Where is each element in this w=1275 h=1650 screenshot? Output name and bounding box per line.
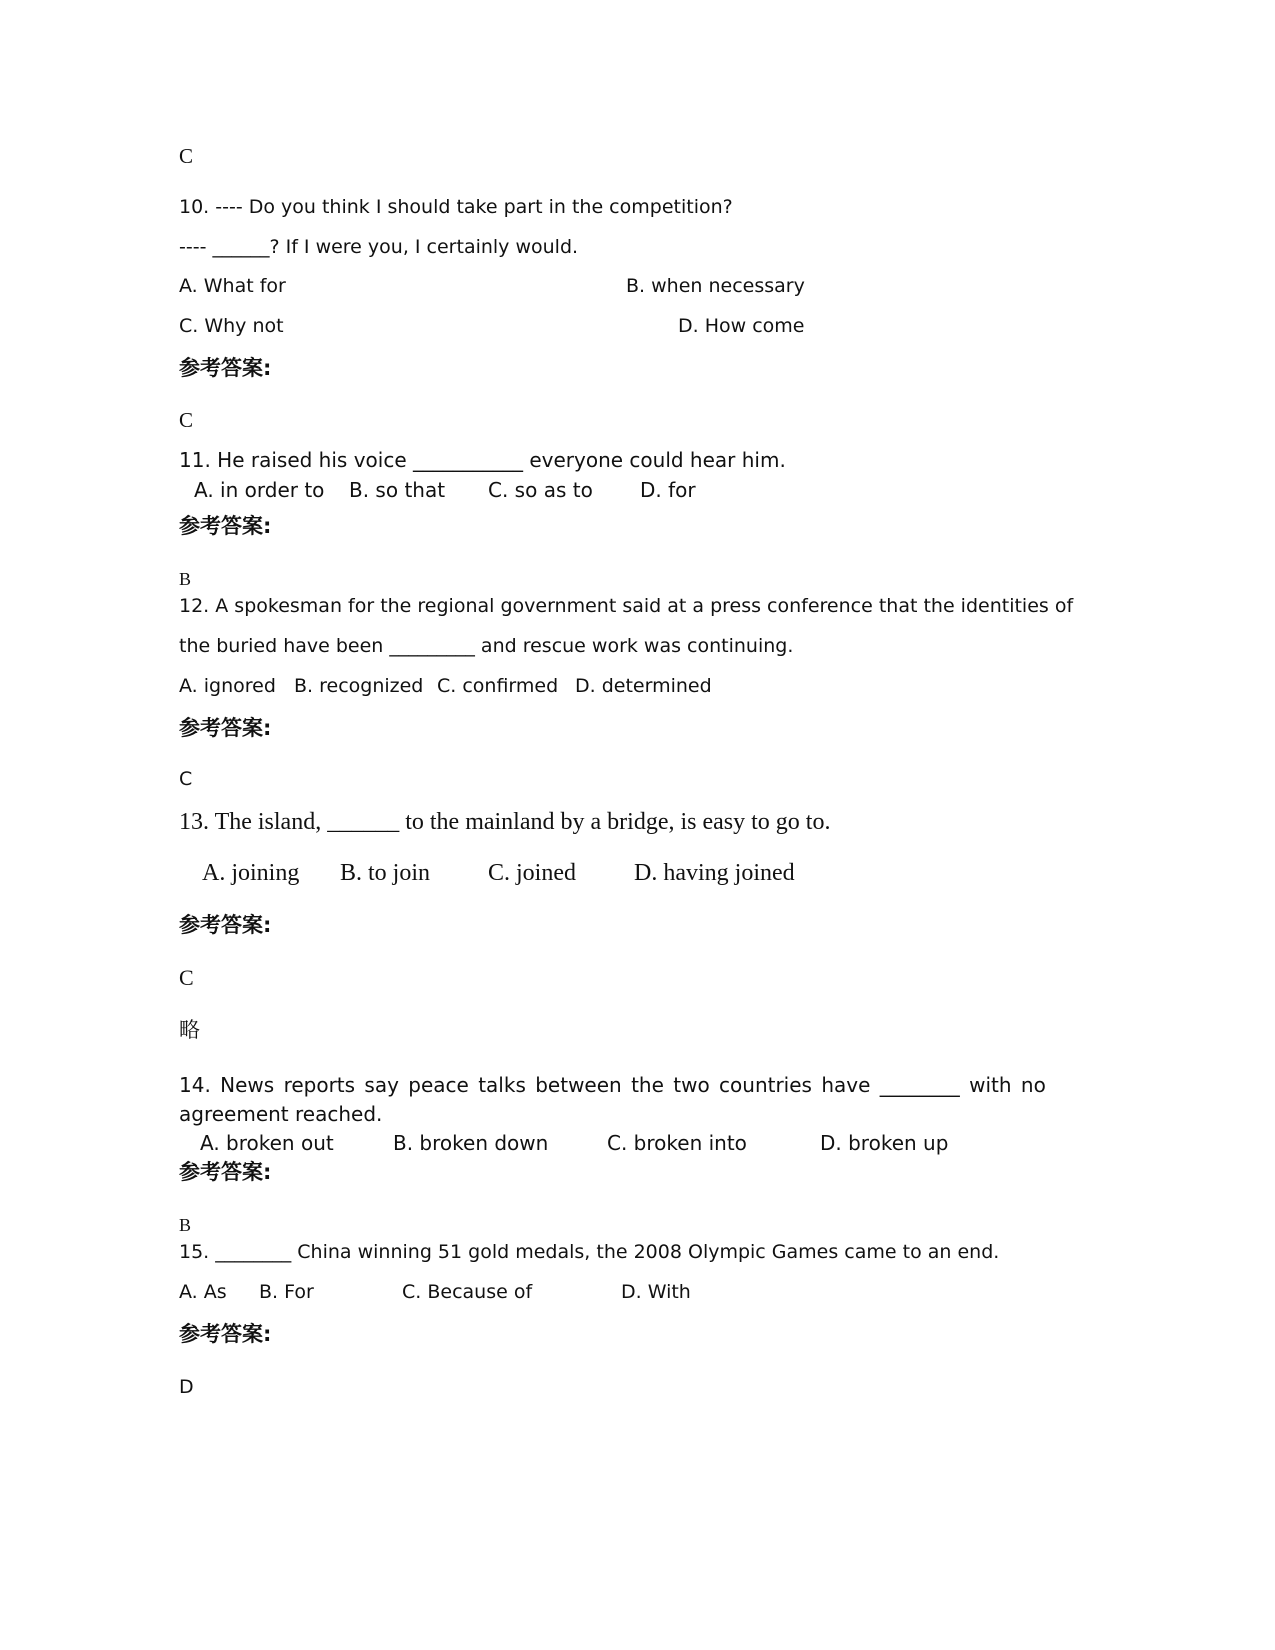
q15-option-a: A. As bbox=[179, 1281, 227, 1303]
q12-option-b: B. recognized bbox=[294, 675, 424, 697]
answer-label: 参考答案: bbox=[179, 1322, 272, 1346]
q12-stem-line2: the buried have been _________ and rescue work was continuing. bbox=[179, 635, 794, 657]
q13-option-a: A. joining bbox=[202, 860, 300, 886]
q11-option-b: B. so that bbox=[349, 478, 446, 502]
q14-answer: B bbox=[179, 1215, 192, 1235]
q13-option-d: D. having joined bbox=[634, 860, 795, 886]
answer-label: 参考答案: bbox=[179, 1160, 272, 1184]
q14-stem-line1: 14. News reports say peace talks between the two countries have ________ with no bbox=[179, 1073, 1046, 1097]
answer-label: 参考答案: bbox=[179, 913, 272, 937]
q11-option-d: D. for bbox=[640, 478, 696, 502]
q12-option-c: C. confirmed bbox=[437, 675, 559, 697]
q10-stem-line1: 10. ---- Do you think I should take part in the competition? bbox=[179, 196, 733, 218]
q15-option-b: B. For bbox=[259, 1281, 314, 1303]
q10-stem-line2: ---- ______? If I were you, I certainly would. bbox=[179, 236, 579, 258]
q11-stem: 11. He raised his voice ___________ everyone could hear him. bbox=[179, 448, 786, 472]
q12-answer: C bbox=[179, 768, 193, 790]
q15-answer: D bbox=[179, 1376, 194, 1398]
q13-option-b: B. to join bbox=[340, 860, 431, 886]
q10-option-b: B. when necessary bbox=[626, 275, 805, 297]
q15-option-d: D. With bbox=[621, 1281, 691, 1303]
answer-label: 参考答案: bbox=[179, 716, 272, 740]
q14-option-a: A. broken out bbox=[200, 1131, 334, 1155]
q10-answer: C bbox=[179, 408, 194, 432]
q14-option-b: B. broken down bbox=[393, 1131, 549, 1155]
q13-answer: C bbox=[179, 965, 194, 990]
q14-stem-line2: agreement reached. bbox=[179, 1102, 383, 1126]
q10-option-a: A. What for bbox=[179, 275, 286, 297]
q14-option-d: D. broken up bbox=[820, 1131, 949, 1155]
q12-stem-line1: 12. A spokesman for the regional government said at a press conference that the identities of bbox=[179, 595, 1074, 617]
q10-option-d: D. How come bbox=[678, 315, 805, 337]
q12-option-a: A. ignored bbox=[179, 675, 276, 697]
q11-answer: B bbox=[179, 569, 192, 589]
q9-answer: C bbox=[179, 144, 194, 168]
answer-label: 参考答案: bbox=[179, 514, 272, 538]
q13-stem: 13. The island, ______ to the mainland by a bridge, is easy to go to. bbox=[179, 809, 831, 835]
answer-label: 参考答案: bbox=[179, 356, 272, 380]
q13-option-c: C. joined bbox=[488, 860, 576, 886]
q13-note: 略 bbox=[179, 1018, 200, 1042]
q11-option-a: A. in order to bbox=[194, 478, 325, 502]
q15-stem: 15. ________ China winning 51 gold medals, the 2008 Olympic Games came to an end. bbox=[179, 1241, 1000, 1263]
q11-option-c: C. so as to bbox=[488, 478, 593, 502]
q14-option-c: C. broken into bbox=[607, 1131, 747, 1155]
q15-option-c: C. Because of bbox=[402, 1281, 533, 1303]
q10-option-c: C. Why not bbox=[179, 315, 284, 337]
q12-option-d: D. determined bbox=[575, 675, 712, 697]
